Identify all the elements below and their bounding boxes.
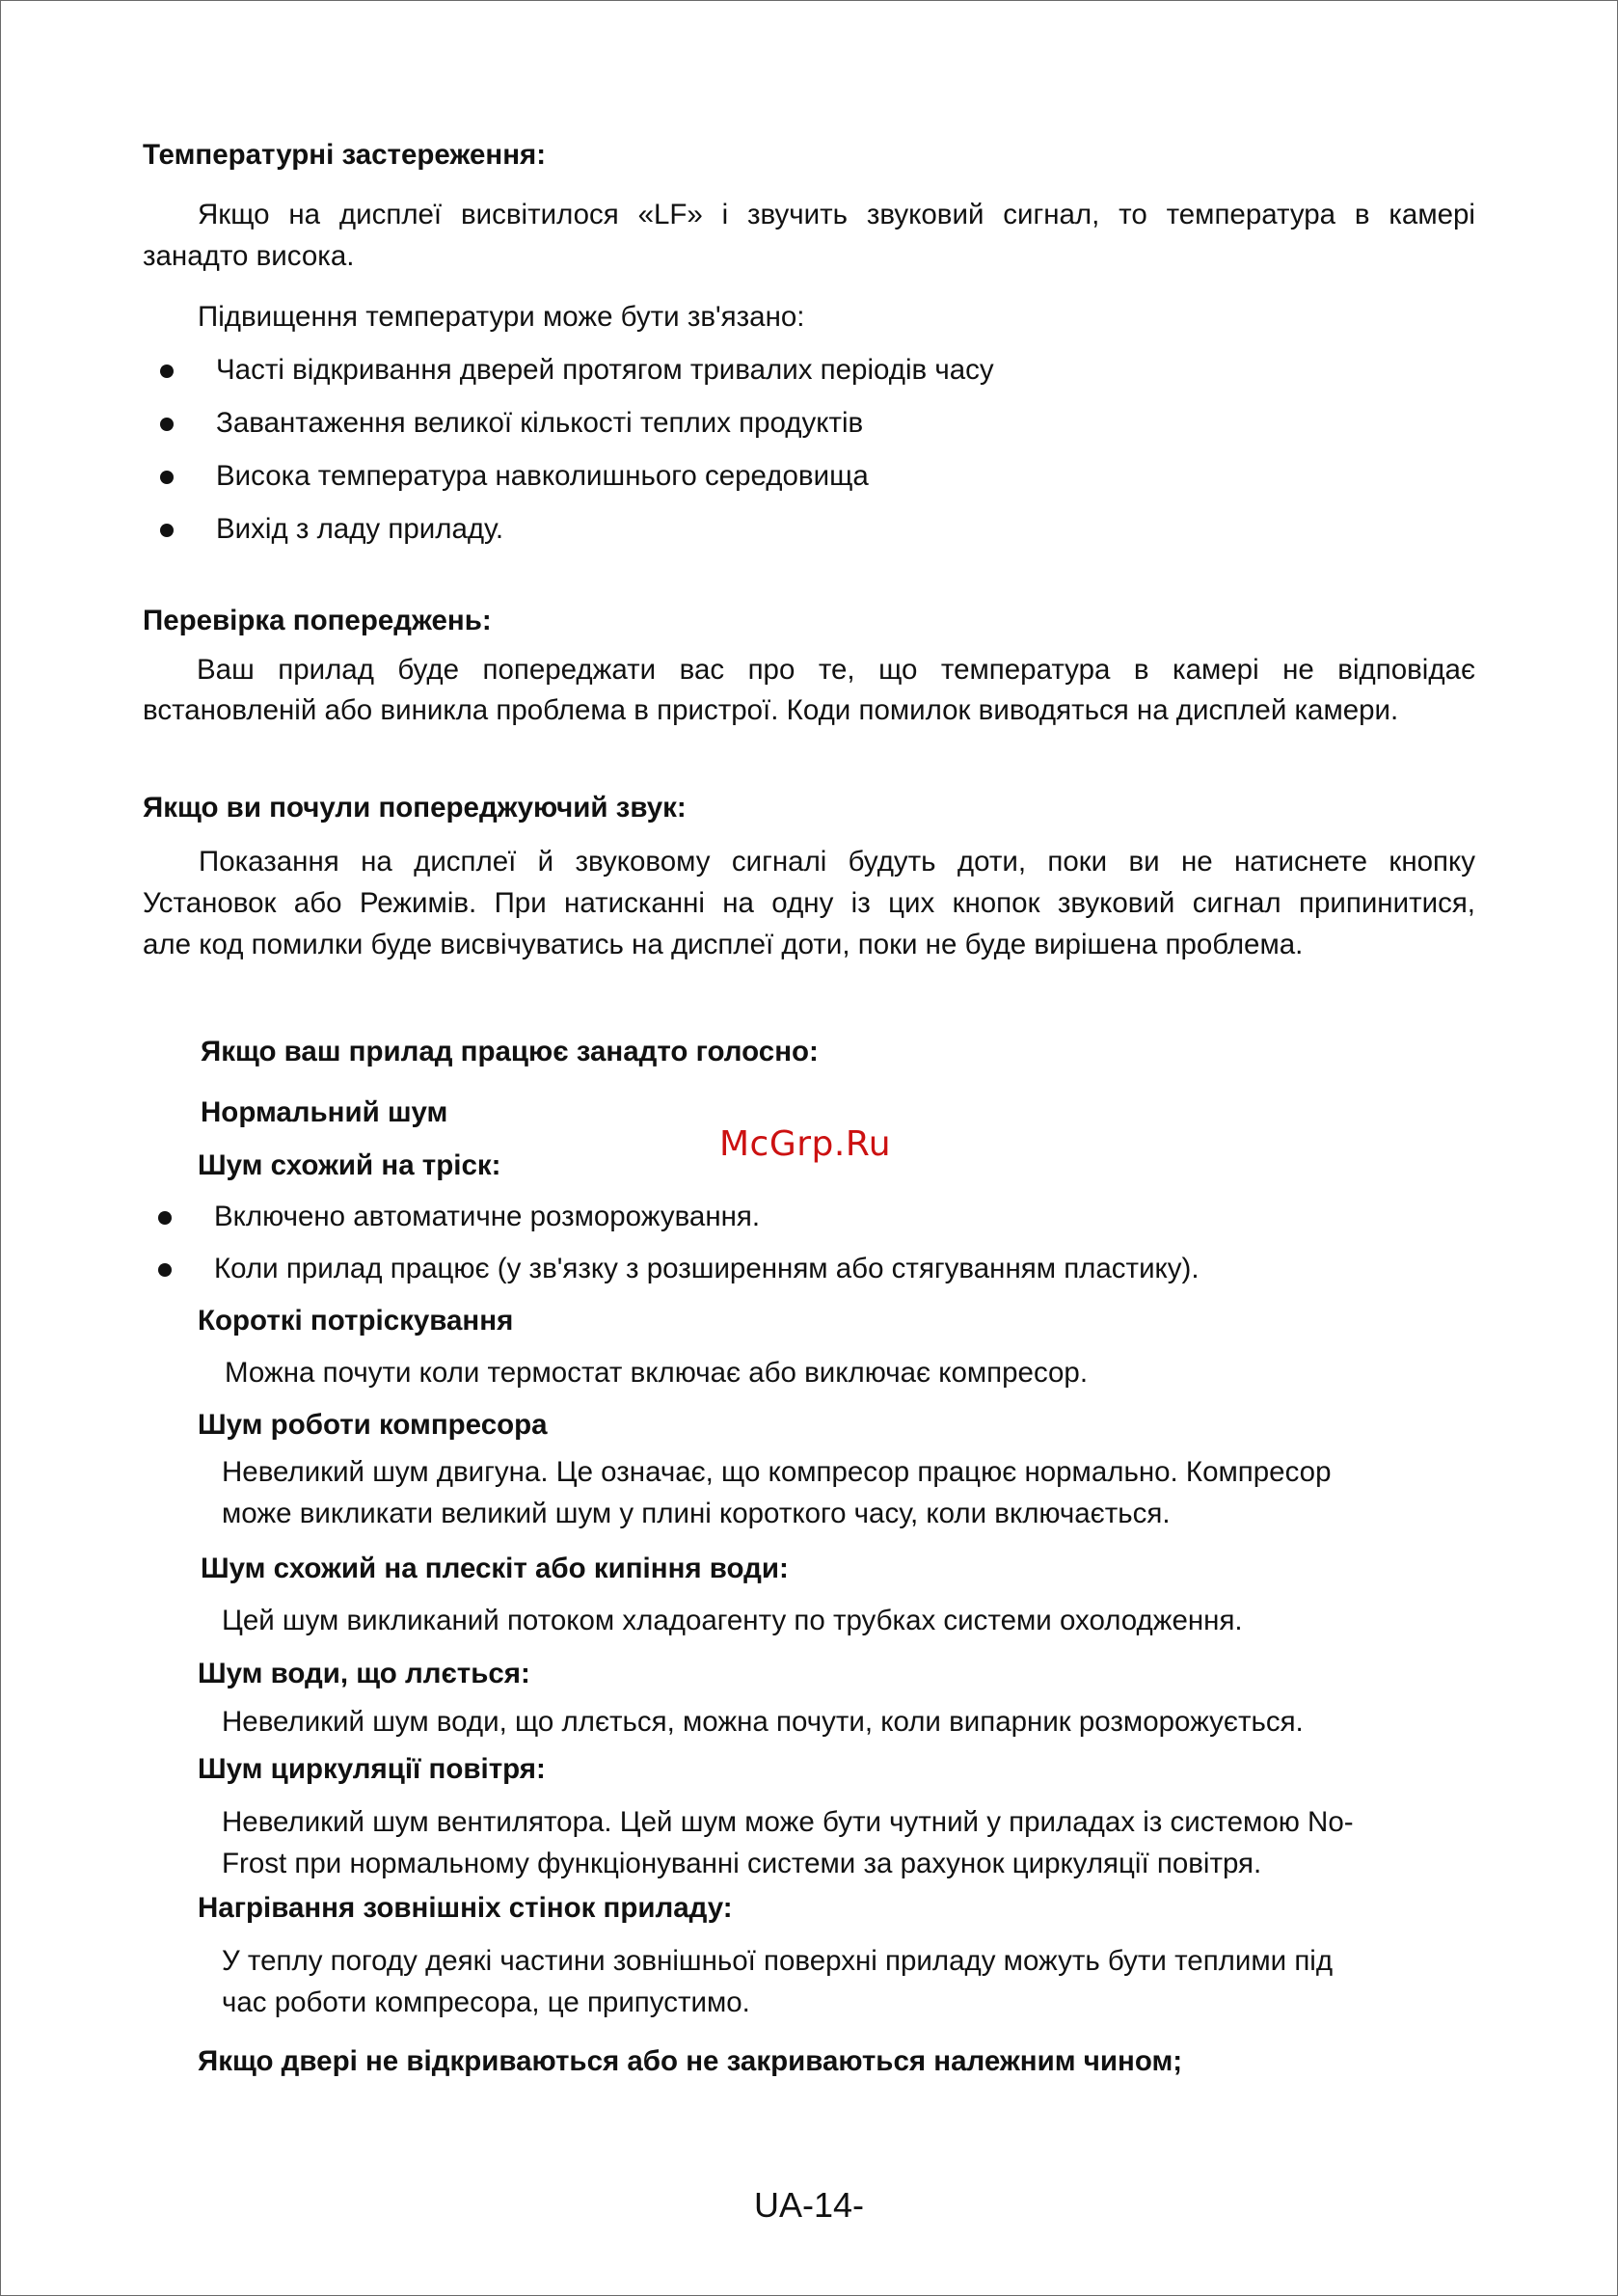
heading-too-loud: Якщо ваш прилад працює занадто голосно:	[201, 1036, 819, 1067]
list-item: Висока температура навколишнього середовища	[160, 455, 869, 497]
list-item: Завантаження великої кількості теплих продуктів	[160, 402, 863, 444]
heading-crackle: Шум схожий на тріск:	[198, 1149, 501, 1181]
heading-splash: Шум схожий на плескіт або кипіння води:	[201, 1553, 789, 1584]
list-item: Коли прилад працює (у зв'язку з розширенням або стягуванням пластику).	[158, 1248, 1200, 1289]
text-lf-line2: занадто висока.	[143, 240, 355, 272]
heading-heating: Нагрівання зовнішніх стінок приладу:	[198, 1892, 733, 1924]
text-lf-line1: Якщо на дисплеї висвітилося «LF» і звучить звуковий сигнал, то температура в камері	[198, 199, 1475, 230]
text-heating-line2: час роботи компресора, це припустимо.	[222, 1986, 750, 2018]
text-sound-line1: Показання на дисплеї й звуковому сигналі будуть доти, поки ви не натиснете кнопку	[199, 846, 1475, 878]
text-heating-line1: У теплу погоду деякі частини зовнішньої поверхні приладу можуть бути теплими під	[222, 1945, 1334, 1977]
list-item: Включено автоматичне розморожування.	[158, 1196, 760, 1237]
heading-check-warnings: Перевірка попереджень:	[143, 605, 492, 636]
watermark: McGrp.Ru	[719, 1124, 892, 1164]
text-temp-rise-intro: Підвищення температури може бути зв'язано:	[198, 301, 805, 333]
heading-short-crackles: Короткі потріскування	[198, 1305, 514, 1337]
heading-warning-sound: Якщо ви почули попереджуючий звук:	[143, 792, 687, 824]
text-check-line1: Ваш прилад буде попереджати вас про те, що температура в камері не відповідає	[197, 654, 1475, 686]
text-air-line1: Невеликий шум вентилятора. Цей шум може бути чутний у приладах із системою No-	[222, 1806, 1354, 1838]
text-compressor-line2: може викликати великий шум у плині короткого часу, коли включається.	[222, 1498, 1171, 1529]
list-item: Часті відкривання дверей протягом тривалих періодів часу	[160, 349, 994, 391]
heading-water: Шум води, що ллється:	[198, 1658, 530, 1689]
heading-air: Шум циркуляції повітря:	[198, 1753, 546, 1785]
text-sound-line3: але код помилки буде висвічуватись на дисплеї доти, поки не буде вирішена проблема.	[143, 929, 1304, 960]
heading-temperature-warnings: Температурні застереження:	[143, 139, 547, 171]
heading-compressor: Шум роботи компресора	[198, 1409, 548, 1441]
text-short-crackles: Можна почути коли термостат включає або виключає компресор.	[225, 1357, 1089, 1389]
page-number: UA-14-	[753, 2185, 865, 2225]
text-compressor-line1: Невеликий шум двигуна. Це означає, що компресор працює нормально. Компресор	[222, 1456, 1332, 1488]
text-splash: Цей шум викликаний потоком хладоагенту по трубках системи охолодження.	[222, 1605, 1243, 1636]
heading-normal-noise: Нормальний шум	[201, 1096, 448, 1128]
text-check-line2: встановленій або виникла проблема в пристрої. Коди помилок виводяться на дисплей камери.	[143, 694, 1399, 726]
heading-door: Якщо двері не відкриваються або не закриваються належним чином;	[198, 2045, 1183, 2077]
list-item: Вихід з ладу приладу.	[160, 508, 503, 550]
text-air-line2: Frost при нормальному функціонуванні системи за рахунок циркуляції повітря.	[222, 1848, 1262, 1879]
text-sound-line2: Установок або Режимів. При натисканні на одну із цих кнопок звуковий сигнал припинитися,	[143, 887, 1475, 919]
text-water: Невеликий шум води, що ллється, можна почути, коли випарник розморожується.	[222, 1706, 1304, 1738]
